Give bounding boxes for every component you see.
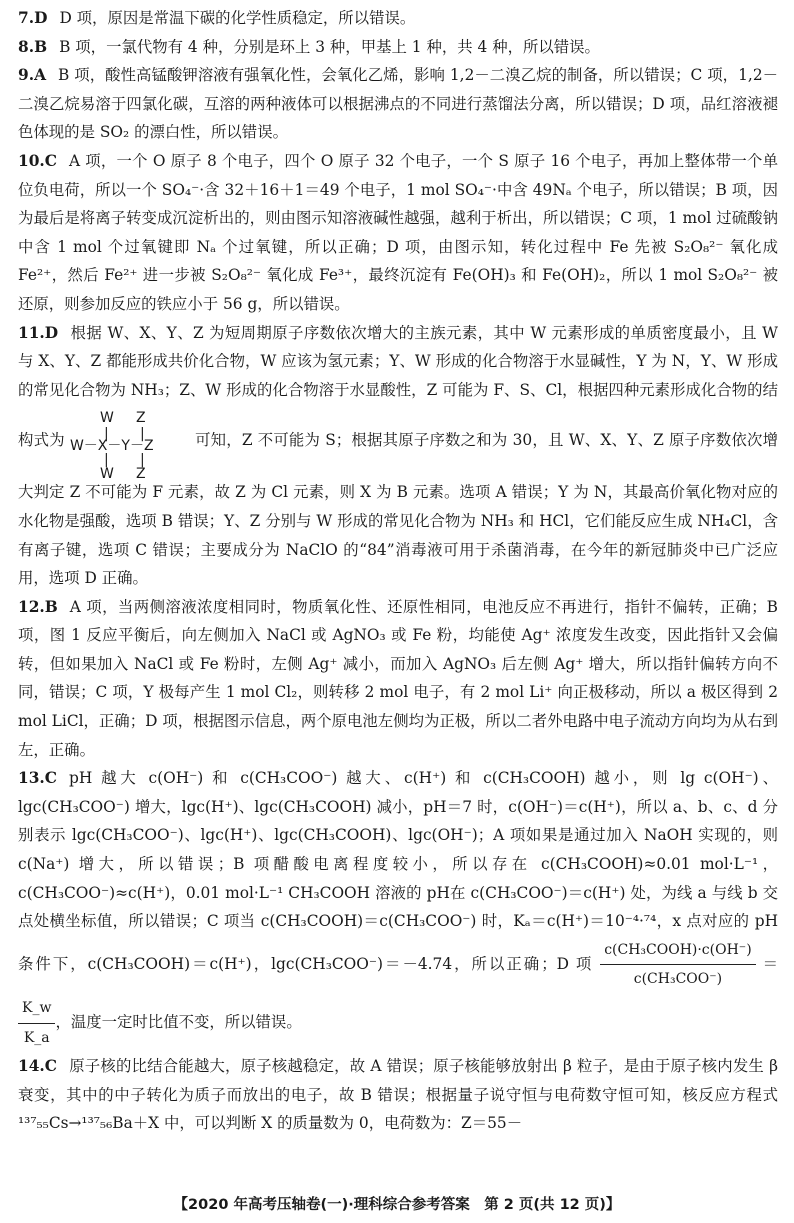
- ratio-fraction: $\frac{\text{c(CH₃COOH)·c(OH⁻)}}{\text{c(CH₃COO⁻)}}$: [600, 936, 755, 994]
- answer-item-13: 13.C pH 越大 c(OH⁻) 和 c(CH₃COO⁻) 越大、c(H⁺) 和 c(CH₃COOH) 越小，则 lg c(OH⁻)、lgc(CH₃COO⁻) 增大，lgc(H⁺)、lgc(CH₃COOH) 减小，pH＝7 时，c(OH⁻)＝c(H⁺)，所以 a、b、c、d 分别表示 lgc(CH₃COO⁻)、lgc(H⁺)、lgc(CH₃COOH)、lgc(OH⁻)；A 项如果是通过加入 NaOH 实现的，则 c(Na⁺) 增大，所以错误；B 项醋酸电离程度较小，所以存在 c(CH₃COOH)≈0.01 mol·L⁻¹，c(CH₃COO⁻)≈c(H⁺)，0.01 mol·L⁻¹ CH₃COOH 溶液的 pH在 c(CH₃COO⁻)＝c(H⁺) 处，为线 a 与线 b 交点处横坐标值，所以错误；C 项当 c(CH₃COOH)＝c(CH₃COO⁻) 时，Kₐ＝c(H⁺)＝10⁻⁴·⁷⁴，x 点对应的 pH 条件下，c(CH₃COOH)＝c(H⁺)，lgc(CH₃COO⁻)＝－4.74，所以正确；D 项 $\frac{\text{c(CH₃COOH)·c(OH⁻)}}{\text{c(CH₃COO⁻)}}$ ＝ $\frac{K\_w}{K\_a}$ ，温度一定时比值不变，所以错误。: [18, 764, 778, 1052]
- answer-item-10: 10.C A 项，一个 O 原子 8 个电子，四个 O 原子 32 个电子，一个 S 原子 16 个电子，再加上整体带一个单位负电荷，所以一个 SO₄⁻·含 32＋16＋1＝49 个电子，1 mol SO₄⁻·中含 49Nₐ 个电子，所以错误；B 项，因为最后是将离子转变成沉淀析出的，则由图示知溶液碱性越强，越利于析出，所以错误；C 项，1 mol 过硫酸钠中含 1 mol 个过氧键即 Nₐ 个过氧键，所以正确；D 项，由图示知，转化过程中 Fe 先被 S₂O₈²⁻ 氧化成 Fe²⁺，然后 Fe²⁺ 进一步被 S₂O₈²⁻ 氧化成 Fe³⁺，最终沉淀有 Fe(OH)₃ 和 Fe(OH)₂，所以 1 mol S₂O₈²⁻ 被还原，则参加反应的铁应小于 56 g，所以错误。: [18, 151, 778, 313]
- structural-formula: W Z | | W－X－Y－Z | | W Z: [69, 410, 154, 483]
- answer-item-14: 14.C 原子核的比结合能越大，原子核越稳定，故 A 错误；原子核能够放射出 β 粒子，是由于原子核内发生 β 衰变，其中的中子转化为质子而放出的电子，故 B 错误；根据量子说守恒与电荷数守恒可知，核反应方程式 ¹³⁷₅₅Cs→¹³⁷₅₆Ba＋X 中，可以判断 X 的质量数为 0，电荷数为：Z＝55－: [18, 1057, 778, 1133]
- answer-item-12: 12.B A 项，当两侧溶液浓度相同时，物质氧化性、还原性相同，电池反应不再进行，指针不偏转，正确；B 项，图 1 反应平衡后，向左侧加入 NaCl 或 AgNO₃ 或 Fe 粉，均能使 Ag⁺ 浓度发生改变，因此指针又会偏转，但如果加入 NaCl 或 Fe 粉时，左侧 Ag⁺ 减小，而加入 AgNO₃ 后左侧 Ag⁺ 增大，所以指针偏转方向不同，错误；C 项，Y 极每产生 1 mol Cl₂，则转移 2 mol 电子，有 2 mol Li⁺ 向正极移动，所以 a 极区得到 2 mol LiCl，正确；D 项，根据图示信息，两个原电池左侧均为正极，所以二者外电路中电子流动方向均为从右到左，正确。: [18, 597, 778, 759]
- kw-ka-fraction: $\frac{K\_w}{K\_a}$: [18, 994, 55, 1052]
- answer-page: [18, 4, 778, 1138]
- answer-item-9: 9.A B 项，酸性高锰酸钾溶液有强氧化性，会氧化乙烯，影响 1,2－二溴乙烷的制备，所以错误；C 项，1,2－二溴乙烷易溶于四氯化碳，互溶的两种液体可以根据沸点的不同进行蒸馏法分离，所以错误；D 项，品红溶液褪色体现的是 SO₂ 的漂白性，所以错误。: [18, 66, 778, 142]
- answer-item-11: 11.D 根据 W、X、Y、Z 为短周期原子序数依次增大的主族元素，其中 W 元素形成的单质密度最小，且 W 与 X、Y、Z 都能形成共价化合物，W 应该为氢元素；Y、W 形成的化合物溶于水显碱性，Y 为 N，Y、W 形成的常见化合物为 NH₃；Z、W 形成的化合物溶于水显酸性，Z 可能为 F、S、Cl，根据四种元素形成化合物的结构式为 W Z | | W－X－Y－Z | | W Z 可知，Z 不可能为 S；根据其原子序数之和为 30，且 W、X、Y、Z 原子序数依次增大判定 Z 不可能为 F 元素，故 Z 为 Cl 元素，则 X 为 B 元素。选项 A 错误；Y 为 N，其最高价氧化物对应的水化物是强酸，选项 B 错误；Y、Z 分别与 W 形成的常见化合物为 NH₃ 和 HCl，它们能反应生成 NH₄Cl，含有离子键，选项 C 错误；主要成分为 NaClO 的“84”消毒液可用于杀菌消毒，在今年的新冠肺炎中已广泛应用，选项 D 正确。: [18, 323, 778, 588]
- answer-item-8: 8.B B 项，一氯代物有 4 种，分别是环上 3 种，甲基上 1 种，共 4 种，所以错误。: [18, 37, 600, 56]
- page-footer: 【2020 年高考压轴卷(一)·理科综合参考答案 第 2 页(共 12 页)】: [173, 1197, 621, 1213]
- answer-item-7: 7.D D 项，原因是常温下碳的化学性质稳定，所以错误。: [18, 9, 416, 27]
